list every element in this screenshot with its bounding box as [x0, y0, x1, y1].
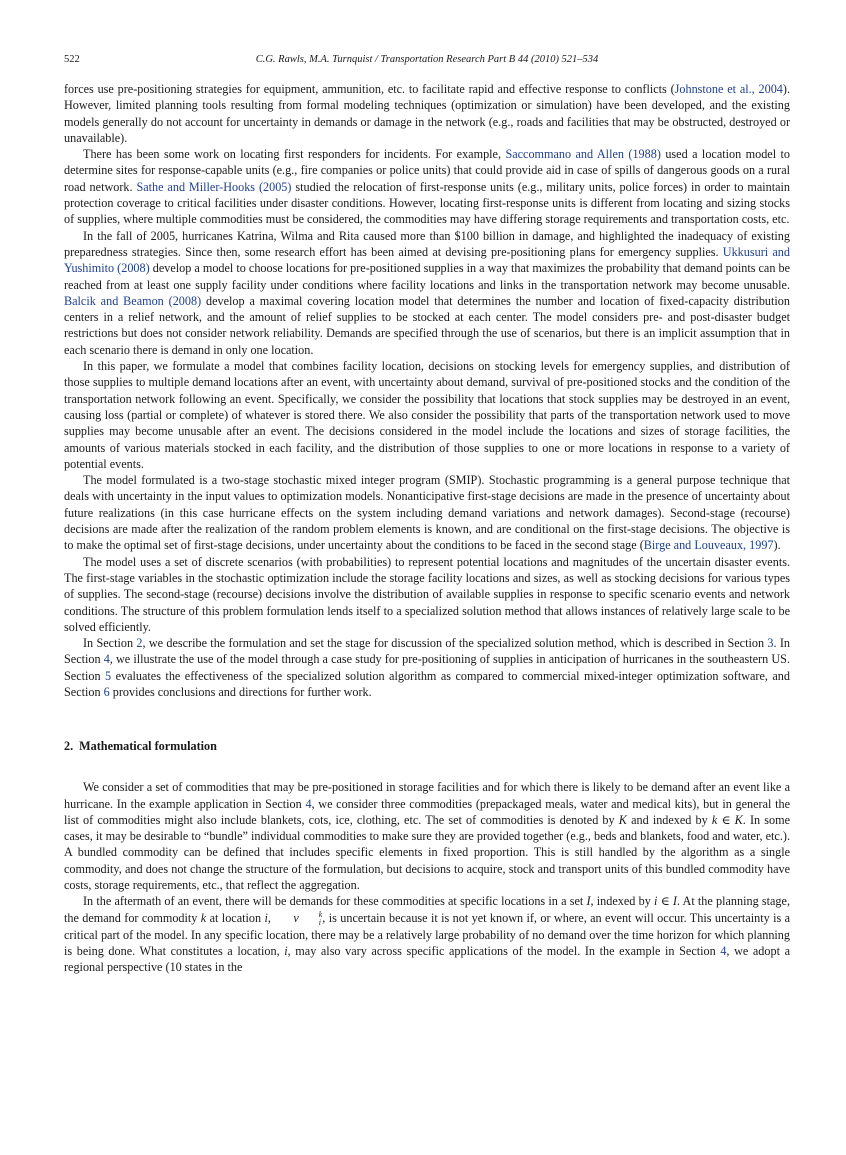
section-link[interactable]: 4	[305, 796, 312, 811]
citation-link[interactable]: Saccommano and Allen (1988)	[505, 147, 661, 162]
text: In the fall of 2005, hurricanes Katrina, Wilma and Rita caused more than $100 billion in damage, and highlighted the inadequacy of existing preparedness strategies. Since then, some research effort has been aimed at devising pre-positioning plans for emergency supplies.	[64, 228, 790, 259]
text: , indexed by	[590, 894, 655, 909]
article-body	[64, 81, 790, 976]
text: , we adopt a regional perspective (10 states in the	[64, 944, 790, 975]
section2-paragraph-2	[64, 893, 790, 975]
section-title: Mathematical formulation	[79, 739, 217, 754]
text: . In Section	[64, 636, 790, 667]
paragraph-4	[64, 358, 790, 472]
section-heading	[64, 738, 790, 754]
section2-paragraph-1	[64, 779, 790, 893]
text: . In some cases, it may be desirable to “bundle” individual commodities to make sure they are provided together (e.g., beds and blankets, food and water, etc.). A bundled commodity can be defined that includes specific elements in fixed proportion. This is still handled by the algorithm as a single commodity, and does not change the structure of the formulation, but decisions to acquire, stock and transport units of this bundled commodity have costs, storage requirements, etc., that reflect the aggregation.	[64, 812, 790, 893]
running-header	[64, 52, 790, 68]
text: ,	[267, 910, 275, 925]
text: We consider a set of commodities that may be pre-positioned in storage facilities and for which there is likely to be demand after an event like a hurricane. In the example application in Section	[64, 780, 790, 811]
running-title: C.G. Rawls, M.A. Turnquist / Transportation Research Part B 44 (2010) 521–534	[255, 54, 599, 65]
text: ).	[773, 538, 781, 553]
paragraph-1	[64, 81, 790, 146]
paragraph-3	[64, 228, 790, 358]
math-variable: I	[586, 894, 591, 909]
section-link[interactable]: 2	[136, 636, 143, 651]
text: , we illustrate the use of the model through a case study for pre-positioning of supplies in anticipation of hurricanes in the southeastern US. Section	[64, 652, 790, 683]
subscript: i	[318, 917, 321, 927]
text: evaluates the effectiveness of the specialized solution algorithm as compared to commercial mixed-integer optimization software, and Section	[64, 668, 790, 699]
section-link[interactable]: 6	[103, 684, 110, 699]
math-variable: v	[293, 910, 299, 925]
citation-link[interactable]: Sathe and Miller-Hooks (2005)	[136, 179, 292, 194]
text: used a location model to determine sites for response-capable units (e.g., fire companies or police units) that could provide aid in case of spills of dangerous goods on a rural road network.	[64, 147, 790, 194]
math-variable: k	[200, 910, 207, 925]
superscript: k	[318, 909, 323, 919]
math-variable: k ∈ K	[711, 812, 743, 827]
citation-link[interactable]: Johnstone et al., 2004	[674, 82, 783, 96]
page-number: 522	[64, 54, 80, 65]
section-link[interactable]: 3	[767, 636, 774, 651]
paragraph-5	[64, 472, 790, 553]
text: . At the planning stage, the demand for commodity	[64, 894, 790, 925]
citation-link[interactable]: Birge and Louveaux, 1997	[643, 538, 774, 553]
section-link[interactable]: 4	[103, 652, 110, 667]
text: In Section	[83, 636, 137, 651]
text: forces use pre-positioning strategies for equipment, ammunition, etc. to facilitate rapid and effective response to conflicts (	[64, 82, 675, 96]
math-variable: i	[264, 910, 268, 925]
demand-symbol	[274, 910, 322, 927]
text: at location	[206, 910, 265, 925]
math-variable: K	[618, 812, 627, 827]
text: The model uses a set of discrete scenarios (with probabilities) to represent potential locations and magnitudes of the uncertain disaster events. The first-stage variables in the stochastic optimization include the storage facility locations and sizes, as well as stocking decisions for various types of supplies. The second-stage (recourse) decisions involve the distribution of available supplies in response to specific scenario events and network conditions. The structure of this problem formulation lends itself to a specialized solution method that allows instances of relatively large scale to be solved efficiently.	[64, 554, 790, 634]
section-link[interactable]: 4	[720, 944, 727, 959]
citation-link[interactable]: Balcik and Beamon (2008)	[64, 293, 202, 308]
text: In this paper, we formulate a model that combines facility location, decisions on stocking levels for emergency supplies, and distribution of those supplies to multiple demand locations after an event, with uncertainty about demand, survival of pre-positioned stocks and the condition of the transportation network following an event. Specifically, we consider the possibility that locations that stock supplies may be destroyed in an event, causing loss (partial or complete) of whatever is stored there. We also consider the possibility that parts of the transportation network used to move supplies may become unusable after an event. The decisions considered in the model include the locations and sizes of storage facilities, the amounts of various materials stocked in each facility, and the distribution of those supplies to one or more locations in response to a variety of potential events.	[64, 359, 790, 471]
section-link[interactable]: 5	[105, 668, 112, 683]
text: develop a model to choose locations for pre-positioned supplies in a way that maximizes the probability that demand points can be reached from at least one supply facility under conditions where facility locations and links in the transportation network may become unusable.	[64, 261, 790, 292]
text: , is uncertain because it is not yet known if, or where, an event will occur. This uncertainty is a critical part of the model. In any specific location, there may be a relatively large probability of no demand over the time horizon for which planning is being done. What constitutes a location,	[64, 910, 791, 959]
text: and indexed by	[626, 812, 712, 827]
text: , we consider three commodities (prepackaged meals, water and medical kits), but in general the list of commodities might also include blankets, cots, ice, clothing, etc. The set of commodities is denoted by	[64, 796, 790, 827]
citation-link[interactable]: Ukkusuri and Yushimito (2008)	[64, 244, 790, 276]
text: , may also vary across specific applications of the model. In the example in Section	[287, 944, 721, 959]
paragraph-6	[64, 554, 790, 635]
paragraph-2	[64, 146, 790, 227]
text: The model formulated is a two-stage stochastic mixed integer program (SMIP). Stochastic programming is a general purpose technique that deals with uncertainty in the input values to optimization models. Nonanticipative first-stage decisions are made in the presence of uncertainty about future realizations (in this case hurricane effects on the system including demand variations and network damages). Second-stage (recourse) decisions are made after the realization of the random problem elements is known, and are conditional on the first-stage decisions. The objective is to make the optimal set of first-stage decisions, under uncertainty about the conditions to be faced in the second stage (	[64, 473, 790, 553]
text: ). However, limited planning tools resulting from formal modeling techniques (optimization or simulation) have been developed, and the existing models generally do not account for uncertainty in demands or damage in the network (e.g., roads and facilities that may be obstructed, destroyed or unavailable).	[64, 82, 791, 145]
text: develop a maximal covering location model that determines the number and location of fixed-capacity distribution centers in a relief network, and the amount of relief supplies to be stocked at each center. The model considers pre- and post-disaster budget restrictions but does not consider network reliability. Demands are specified through the use of scenarios, but there is an implicit assumption that in each scenario there is demand in only one location.	[64, 293, 790, 357]
paragraph-7	[64, 635, 790, 700]
math-variable: i	[284, 944, 288, 959]
text: provides conclusions and directions for further work.	[109, 684, 372, 699]
text: , we describe the formulation and set the stage for discussion of the specialized solution method, which is described in Section	[142, 636, 768, 651]
math-variable: i ∈ I	[654, 894, 677, 909]
text: In the aftermath of an event, there will be demands for these commodities at specific locations in a set	[83, 894, 587, 909]
text: studied the relocation of first-response units (e.g., military units, police forces) in order to maintain protection coverage to critical facilities under disaster conditions. However, locating first-response units is different from locating and sizing stocks of supplies, where multiple commodities must be considered, the commodities may have differing storage requirements and transportation costs, etc.	[64, 179, 790, 227]
section-number: 2.	[64, 739, 74, 754]
text: There has been some work on locating first responders for incidents. For example,	[83, 147, 506, 162]
